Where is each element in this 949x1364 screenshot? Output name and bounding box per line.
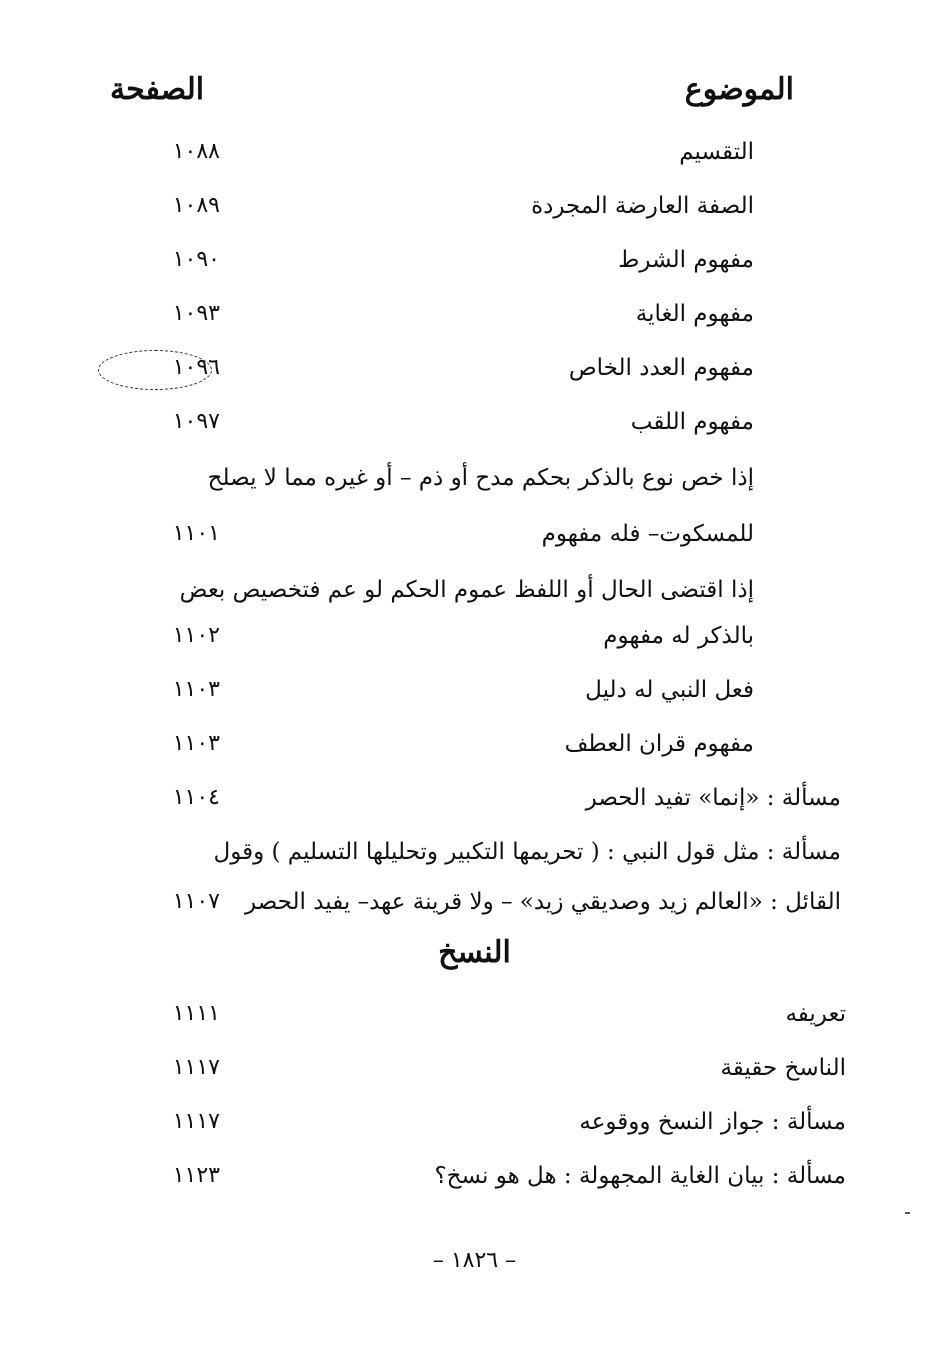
entry-title: مفهوم العدد الخاص <box>568 355 754 381</box>
index-entry <box>0 776 949 820</box>
index-entry <box>0 184 949 228</box>
index-entry <box>0 346 949 390</box>
entry-title: التقسيم <box>679 139 754 165</box>
entry-title: تعريفه <box>785 1001 846 1027</box>
entry-page: ١١١٧ <box>172 1055 220 1080</box>
index-entry <box>0 400 949 444</box>
entry-page: ١١١٧ <box>172 1109 220 1134</box>
entry-page: ١٠٩٠ <box>172 247 220 272</box>
index-entry <box>0 1100 949 1144</box>
entry-page: ١٠٨٩ <box>172 193 220 218</box>
entry-page: ١١٠١ <box>172 521 220 546</box>
entry-title: مفهوم الشرط <box>618 247 754 273</box>
entry-title: للمسكوت– فله مفهوم <box>541 521 754 547</box>
entry-title: الناسخ حقيقة <box>720 1055 846 1081</box>
entry-title: القائل : «العالم زيد وصديقي زيد» – ولا قرينة عهد– يفيد الحصر <box>245 889 841 915</box>
entry-title: الصفة العارضة المجردة <box>531 193 754 219</box>
entry-title: فعل النبي له دليل <box>585 677 754 703</box>
index-entry <box>0 668 949 712</box>
index-entry <box>0 1046 949 1090</box>
entry-page: ١٠٩٦ <box>172 355 220 380</box>
section-heading: النسخ <box>438 935 511 970</box>
entry-title: مفهوم قران العطف <box>564 731 754 757</box>
entry-page: ١٠٨٨ <box>172 139 220 164</box>
entry-page: ١٠٩٣ <box>172 301 220 326</box>
entry-page: ١١٢٣ <box>172 1163 220 1188</box>
index-entry <box>0 614 949 658</box>
entry-title: مسألة : مثل قول النبي : ( تحريمها التكبير وتحليلها التسليم ) وقول <box>213 839 841 865</box>
entry-page: ١١٠٢ <box>172 623 220 648</box>
entry-title: مسألة : جواز النسخ ووقوعه <box>579 1109 846 1135</box>
index-entry <box>0 130 949 174</box>
index-entry <box>0 238 949 282</box>
entry-title: مفهوم اللقب <box>630 409 754 435</box>
index-entry <box>0 830 949 874</box>
scan-speck <box>905 1212 910 1214</box>
page-number: – ١٨٢٦ – <box>432 1248 517 1273</box>
page-column-header: الصفحة <box>110 72 205 107</box>
index-entry <box>0 722 949 766</box>
entry-page: ١١٠٤ <box>172 785 220 810</box>
topic-column-header: الموضوع <box>684 72 794 107</box>
entry-title: مسألة : بيان الغاية المجهولة : هل هو نسخ؟ <box>434 1163 846 1189</box>
entry-title: إذا اقتضى الحال أو اللفظ عموم الحكم لو عم فتخصيص بعض <box>179 577 754 603</box>
index-entry <box>0 568 949 612</box>
index-entry <box>0 992 949 1036</box>
entry-title: إذا خص نوع بالذكر بحكم مدح أو ذم – أو غيره مما لا يصلح <box>207 465 754 491</box>
entry-page: ١١٠٣ <box>172 731 220 756</box>
index-entry <box>0 880 949 924</box>
entry-page: ١١٠٧ <box>172 889 220 914</box>
index-entry <box>0 456 949 500</box>
entry-title: مفهوم الغاية <box>635 301 754 327</box>
index-entry <box>0 1154 949 1198</box>
entry-title: بالذكر له مفهوم <box>603 623 754 649</box>
entry-page: ١٠٩٧ <box>172 409 220 434</box>
entry-page: ١١١١ <box>172 1001 220 1026</box>
entry-page: ١١٠٣ <box>172 677 220 702</box>
index-entry <box>0 292 949 336</box>
index-entry <box>0 512 949 556</box>
entry-title: مسألة : «إنما» تفيد الحصر <box>585 785 841 811</box>
